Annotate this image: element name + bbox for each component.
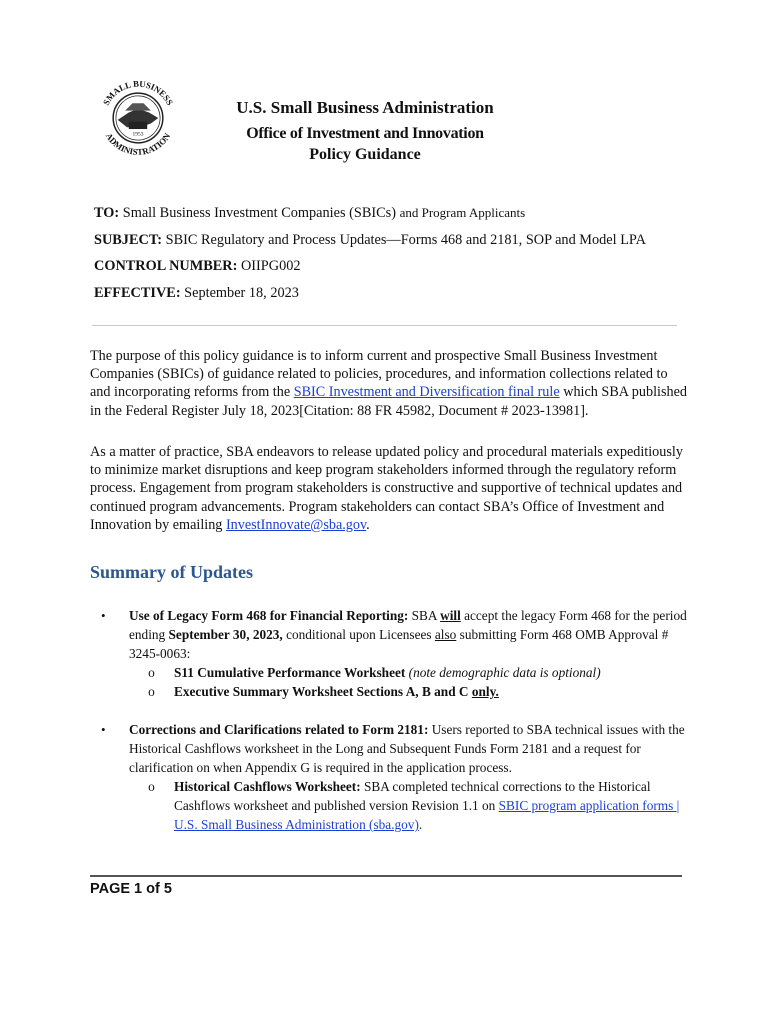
bullet1-text2: accept the legacy Form 468 for the period ending xyxy=(129,608,687,642)
purpose-paragraph xyxy=(90,347,690,420)
to-value-a: Small Business Investment Companies (SBICs) xyxy=(122,205,396,221)
agency-title: U.S. Small Business Administration xyxy=(236,98,494,117)
subject-label: SUBJECT: xyxy=(94,232,163,248)
list-item xyxy=(90,720,690,834)
historical-cashflows-text: SBA completed technical corrections to the Historical Cashflows worksheet and published version Revision 1.1 on xyxy=(174,779,651,813)
sbic-forms-link[interactable]: SBIC program application forms | U.S. Small Business Administration (sba.gov) xyxy=(174,798,680,832)
s11-note: (note demographic data is optional) xyxy=(405,665,601,680)
exec-summary-worksheet: Executive Summary Worksheet Sections A, B and C xyxy=(174,684,472,699)
bullet1-text4: submitting Form 468 OMB Approval # 3245-0063: xyxy=(129,627,669,661)
page-number: PAGE 1 of 5 xyxy=(90,881,172,897)
bullet1-lead: Use of Legacy Form 468 for Financial Reporting: xyxy=(129,608,409,623)
bullet1-text3: conditional upon Licensees xyxy=(282,627,435,642)
list-item xyxy=(90,606,690,701)
sub-marker: o xyxy=(148,684,155,699)
footer-divider xyxy=(90,875,682,877)
seal-top-text: SMALL BUSINESS xyxy=(100,78,176,107)
purpose-text: The purpose of this policy guidance is to inform current and prospective Small Business Investment Companies (SBICs) of guidance related to policies, procedures, and information collections related to and incorporating reforms from the xyxy=(90,348,668,401)
email-link[interactable]: InvestInnovate@sba.gov xyxy=(225,516,367,533)
sub-marker: o xyxy=(148,665,155,680)
subject-field xyxy=(94,232,646,249)
practice-end: . xyxy=(366,516,370,533)
subject-value: SBIC Regulatory and Process Updates—Forms 468 and 2181, SOP and Model LPA xyxy=(165,232,646,248)
bullet1-date: September 30, 2023, xyxy=(168,627,283,642)
exec-summary-only: only. xyxy=(471,684,499,699)
bullet1-will: will xyxy=(440,608,461,623)
bullet2-text: Users reported to SBA technical issues with the Historical Cashflows worksheet in the Long and Subsequent Funds Form 2181 and a request for clarification on when Appendix G is required in the application process. xyxy=(129,722,685,775)
to-value-b: and Program Applicants xyxy=(399,205,526,220)
bullet-marker: • xyxy=(101,608,106,623)
sub-marker: o xyxy=(148,779,155,794)
seal-bottom-text: ADMINISTRATION xyxy=(103,131,173,157)
seal-year: 1953 xyxy=(132,131,144,138)
control-number-field xyxy=(94,258,301,275)
effective-field xyxy=(94,285,299,302)
bullet-marker: • xyxy=(101,722,106,737)
control-label: CONTROL NUMBER: xyxy=(94,258,238,274)
to-field xyxy=(94,205,525,222)
sba-seal-logo xyxy=(92,72,184,164)
bullet2-lead: Corrections and Clarifications related to Form 2181: xyxy=(129,722,429,737)
practice-text: As a matter of practice, SBA endeavors to release updated policy and procedural materials expeditiously to minimize market disruptions and keep program stakeholders informed through the regulatory reform process. Engagement from program stakeholders is constructive and supportive of technical updates and continued program advancements. Program stakeholders can contact SBA’s Office of Investment and Innovation by emailing xyxy=(90,444,683,533)
control-value: OIIPG002 xyxy=(240,258,301,274)
purpose-text-end: which SBA published in the Federal Register July 18, 2023[Citation: 88 FR 45982, Document # 2023-13981]. xyxy=(90,384,687,419)
historical-cashflows-end: . xyxy=(418,817,423,832)
final-rule-link[interactable]: SBIC Investment and Diversification final rule xyxy=(293,384,560,401)
document-type: Policy Guidance xyxy=(309,146,421,163)
historical-cashflows-lead: Historical Cashflows Worksheet: xyxy=(174,779,361,794)
bullet1-also: also xyxy=(434,627,457,642)
s11-worksheet: S11 Cumulative Performance Worksheet xyxy=(174,665,406,680)
effective-label: EFFECTIVE: xyxy=(94,285,181,301)
effective-value: September 18, 2023 xyxy=(184,285,299,301)
bullet1-text: SBA xyxy=(408,608,441,623)
practice-paragraph xyxy=(90,443,690,534)
office-title: Office of Investment and Innovation xyxy=(246,125,484,142)
summary-heading: Summary of Updates xyxy=(90,562,254,582)
to-label: TO: xyxy=(94,205,120,221)
header-divider xyxy=(92,325,677,326)
